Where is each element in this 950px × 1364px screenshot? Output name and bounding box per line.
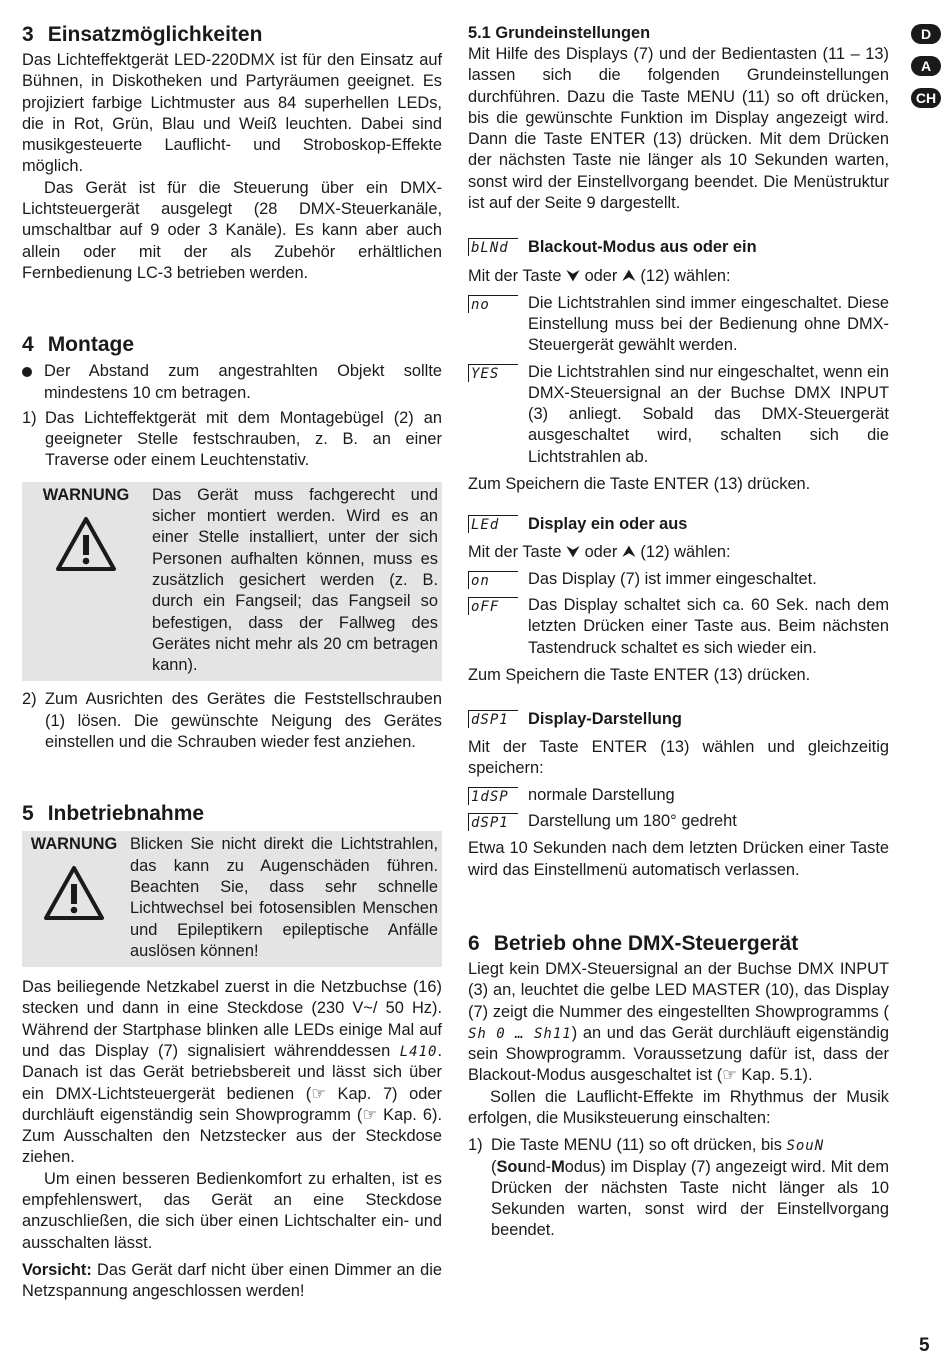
page-number: 5 <box>919 1335 930 1356</box>
section-number: 4 <box>22 333 34 357</box>
section-number: 6 <box>468 931 480 955</box>
step-number: 1) <box>468 1136 483 1155</box>
display-code-box: no <box>468 295 518 313</box>
option-text: Das Display schaltet sich ca. 60 Sek. nach dem letzten Drücken einer Taste aus. Beim nächsten Tastendruck schaltet es sich wieder ein. <box>528 595 889 657</box>
display-code: L410 <box>399 1043 438 1060</box>
warning-label: WARNUNG <box>42 485 130 504</box>
bold-run: M <box>551 1157 565 1176</box>
section-4-heading <box>22 332 442 358</box>
bullet-text: Der Abstand zum angestrahlten Objekt sollte mindestens 10 cm betragen. <box>44 362 442 402</box>
text-run: nd- <box>527 1157 552 1176</box>
setting-title: Blackout-Modus aus oder ein <box>528 238 757 257</box>
section-6-heading <box>468 931 889 957</box>
step-number: 1) <box>22 408 37 427</box>
language-tab-d: D <box>911 24 941 44</box>
paragraph: Mit Hilfe des Displays (7) und der Bedientasten (11 – 13) lassen sich die folgenden Grundeinstellungen durchführen. Dazu die Taste MENU (11) so oft drücken, bis die gewünschte Funktion im Display angezeigt wird. Dann die Taste ENTER (13) drücken. Mit dem Drücken der nächsten Taste nie länger als 10 Sekunden warten, sonst wird der Einstellvorgang beendet. Die Menüstruktur ist auf der Seite 9 dargestellt. <box>468 45 889 213</box>
display-code: Sh 0 … Sh11 <box>468 1025 572 1042</box>
setting-title: Display-Darstellung <box>528 710 682 729</box>
warning-box <box>22 831 442 967</box>
setting-title: Display ein oder aus <box>528 515 688 534</box>
display-code-box: YES <box>468 364 518 382</box>
section-number: 3 <box>22 23 34 46</box>
text-run: Das beiliegende Netzkabel zuerst in die Netzbuchse (16) stecken und dann in eine Steckdose (230 V~/ 50 Hz). Während der Startphase blinken alle LEDs einige Mal auf und das Display (7) signalisiert währenddessen <box>22 978 442 1060</box>
subsection-5-1-heading: 5.1 Grundeinstellungen <box>468 24 651 42</box>
warning-label-area <box>26 834 122 962</box>
option-text: Das Display (7) ist immer eingeschaltet. <box>528 569 817 588</box>
text-run: Liegt kein DMX-Steuersignal an der Buchse DMX INPUT (3) an, leuchtet die gelbe LED MASTER (10), das Display (7) zeigt die Nummer des eingestellten Showprogramms ( <box>468 959 889 1021</box>
language-tabs <box>911 24 941 120</box>
text-run: . Danach ist das Gerät betriebsbereit und lässt sich über ein DMX-Lichtsteuergerät bedienen (☞ Kap. 7) oder durchläuft eigenständig sein Showprogramm (☞ Kap. 6). Zum Ausschalten den Netzstecker aus der Steckdose ziehen. <box>22 1041 442 1167</box>
select-instruction: Mit der Taste ⮟ oder ⮝ (12) wählen: <box>468 543 731 562</box>
setting-heading <box>468 708 889 730</box>
setting-heading <box>468 513 889 535</box>
bullet-marker <box>22 361 44 404</box>
section-number: 5 <box>22 802 34 826</box>
step-text: Zum Ausrichten des Gerätes die Feststellschrauben (1) lösen. Die gewünschte Neigung des Gerätes einstellen und die Schrauben wieder fest anziehen. <box>45 690 442 752</box>
caution-paragraph <box>22 1260 442 1303</box>
step-text <box>491 1135 889 1241</box>
option-text: Die Lichtstrahlen sind immer eingeschaltet. Diese Einstellung muss bei der Bedienung ohne DMX-Steuergerät gewählt werden. <box>528 293 889 355</box>
display-code-box: on <box>468 571 518 589</box>
step-number: 2) <box>22 690 37 709</box>
paragraph: Sollen die Lauflicht-Effekte im Rhythmus der Musik erfolgen, die Musiksteuerung einschalten: <box>468 1087 889 1127</box>
option-text: normale Darstellung <box>528 785 675 804</box>
option-row <box>468 811 889 832</box>
display-code-box: dSP1 <box>468 710 518 728</box>
bullet-item <box>22 361 442 404</box>
warning-box <box>22 482 442 682</box>
display-code-box: LEd <box>468 515 518 533</box>
paragraph <box>22 977 442 1169</box>
section-title: Betrieb ohne DMX-Steuergerät <box>493 931 799 955</box>
section-title: Montage <box>47 333 135 357</box>
option-text: Die Lichtstrahlen sind nur eingeschaltet, wenn ein DMX-Steuersignal an der Buchse DMX INPUT (3) anliegt. Sobald das DMX-Steuergerät ausgeschaltet wird, schalten sich die Lichtstrahlen ab. <box>528 362 889 466</box>
display-code: SouN <box>786 1138 825 1155</box>
warning-text: Das Gerät muss fachgerecht und sicher montiert werden. Wird es an einer Stelle installiert, unter der sich Personen aufhalten können, muss es zusätzlich gesichert werden (z. B. durch ein Fangseil; das Fangseil so befestigen, dass der Fallweg des Gerätes nicht mehr als 20 cm betragen kann). <box>152 485 438 675</box>
display-code-box: bLNd <box>468 238 518 256</box>
paragraph: Etwa 10 Sekunden nach dem letzten Drücken einer Taste wird das Einstellmenü automatisch verlassen. <box>468 839 889 879</box>
warning-label: WARNUNG <box>30 835 118 854</box>
text-run: Die Taste MENU (11) so oft drücken, bis <box>491 1136 787 1155</box>
warning-text: Blicken Sie nicht direkt die Lichtstrahlen, das kann zu Augenschäden führen. Beachten Sie, dass sehr schnelle Lichtwechsel bei fotosensiblen Menschen und Epileptikern epileptische Anfälle auslösen können! <box>130 835 438 960</box>
setting-heading <box>468 236 889 258</box>
numbered-step <box>468 1135 889 1241</box>
caution-text: Das Gerät darf nicht über einen Dimmer an die Netzspannung angeschlossen werden! <box>22 1260 442 1301</box>
select-instruction: Mit der Taste ENTER (13) wählen und gleichzeitig speichern: <box>468 738 889 778</box>
right-column <box>468 22 889 1242</box>
section-title: Inbetriebnahme <box>47 802 205 826</box>
language-tab-a: A <box>911 56 941 76</box>
left-column <box>22 22 442 1303</box>
language-tab-ch: CH <box>911 88 941 108</box>
option-row <box>468 569 889 590</box>
numbered-step <box>22 689 442 753</box>
paragraph: Um einen besseren Bedienkomfort zu erhalten, ist es empfehlenswert, das Gerät an eine Steckdose anzuschließen, die sich über einen Lichtschalter ein- und ausschalten lässt. <box>22 1169 442 1252</box>
display-code-box: 1dSP <box>468 787 518 805</box>
paragraph: Das Lichteffektgerät LED-220DMX ist für den Einsatz auf Bühnen, in Diskotheken und Partyräumen geeignet. Es projiziert farbige Lichtmuster aus 84 superhellen LEDs, die in Rot, Grün, Blau und Weiß leuchten. Dabei sind musikgesteuerte Lauflicht- und Stroboskop-Effekte möglich. <box>22 51 442 176</box>
warning-triangle-icon <box>43 865 105 921</box>
section-5-heading <box>22 801 442 827</box>
section-title: Einsatzmöglichkeiten <box>47 23 263 46</box>
numbered-step <box>22 408 442 472</box>
text-run: odus) im Display (7) angezeigt wird. Mit dem Drücken der nächsten Taste nicht länger als 10 Sekunden warten, sonst wird der Einstellvorgang beendet. <box>491 1157 889 1240</box>
bold-run: Sou <box>496 1157 528 1176</box>
caution-label: Vorsicht: <box>22 1260 92 1279</box>
paragraph: Das Gerät ist für die Steuerung über ein DMX-Lichtsteuergerät ausgelegt (28 DMX-Steuerkanäle, umschaltbar auf 9 oder 3 Kanäle). Es kann aber auch allein oder mit der als Zubehör erhältlichen Fernbedienung LC-3 betrieben werden. <box>22 178 442 282</box>
section-3-heading <box>22 22 442 48</box>
step-text: Das Lichteffektgerät mit dem Montagebügel (2) an geeigneter Stelle festschrauben, z. B. an einer Traverse oder einem Leuchtenstativ. <box>45 408 442 470</box>
save-instruction: Zum Speichern die Taste ENTER (13) drücken. <box>468 475 811 494</box>
option-row <box>468 595 889 659</box>
warning-triangle-icon <box>55 516 117 572</box>
save-instruction: Zum Speichern die Taste ENTER (13) drücken. <box>468 665 811 684</box>
option-row <box>468 362 889 468</box>
text-run: ) an und das Gerät durchläuft eigenständig sein Showprogramm. Voraussetzung dafür ist, dass der Blackout-Modus ausgeschaltet ist (☞ Kap. 5.1). <box>468 1023 889 1085</box>
display-code-box: dSP1 <box>468 813 518 831</box>
display-code-box: oFF <box>468 597 518 615</box>
option-row <box>468 785 889 806</box>
paragraph <box>468 959 889 1087</box>
select-instruction: Mit der Taste ⮟ oder ⮝ (12) wählen: <box>468 267 731 286</box>
text-run: ( <box>491 1157 497 1176</box>
warning-label-area <box>26 485 146 677</box>
option-row <box>468 293 889 357</box>
option-text: Darstellung um 180° gedreht <box>528 812 737 831</box>
